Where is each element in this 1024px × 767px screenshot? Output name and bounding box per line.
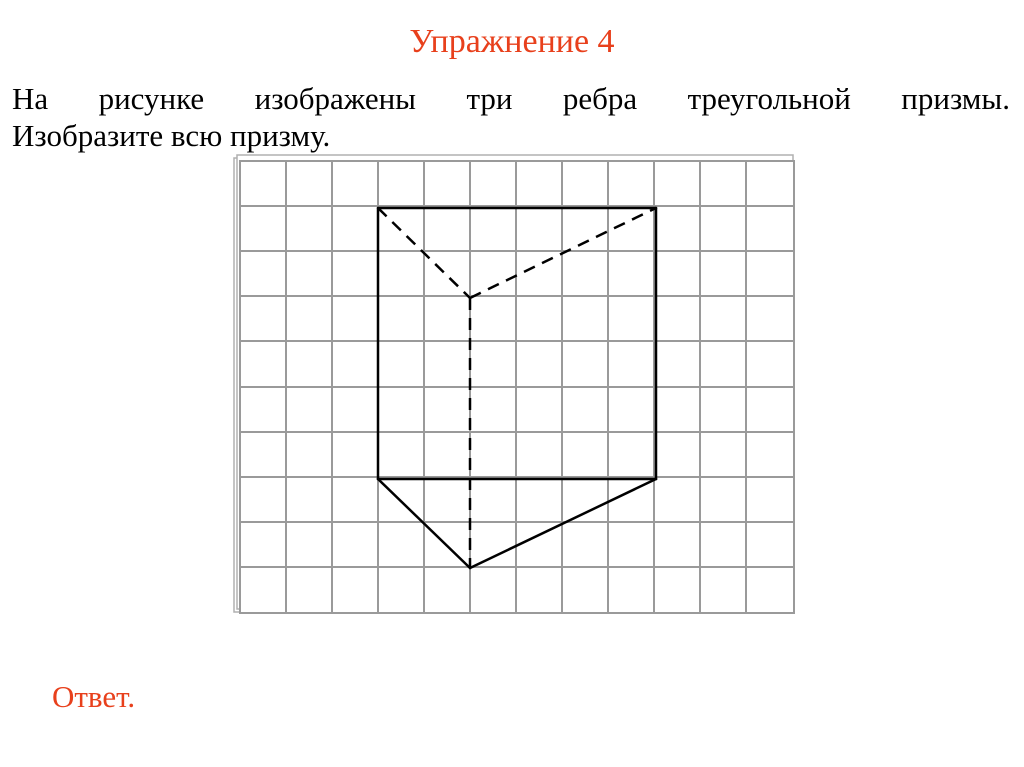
task-word: рисунке — [98, 81, 205, 116]
task-line-1 — [12, 80, 1010, 117]
task-word: изображены — [254, 81, 416, 116]
slide-title: Упражнение 4 — [409, 23, 615, 60]
task-word: ребра — [562, 81, 638, 116]
prism-diagram — [230, 152, 802, 622]
task-line-2: Изобразите всю призму. — [12, 118, 331, 153]
task-word: треугольной — [687, 81, 851, 116]
task-word: На — [12, 81, 49, 116]
task-word: призмы. — [901, 81, 1010, 116]
answer-label: Ответ. — [52, 679, 136, 714]
task-text — [12, 80, 1010, 154]
task-word: три — [466, 81, 513, 116]
grid-paper — [240, 161, 794, 613]
